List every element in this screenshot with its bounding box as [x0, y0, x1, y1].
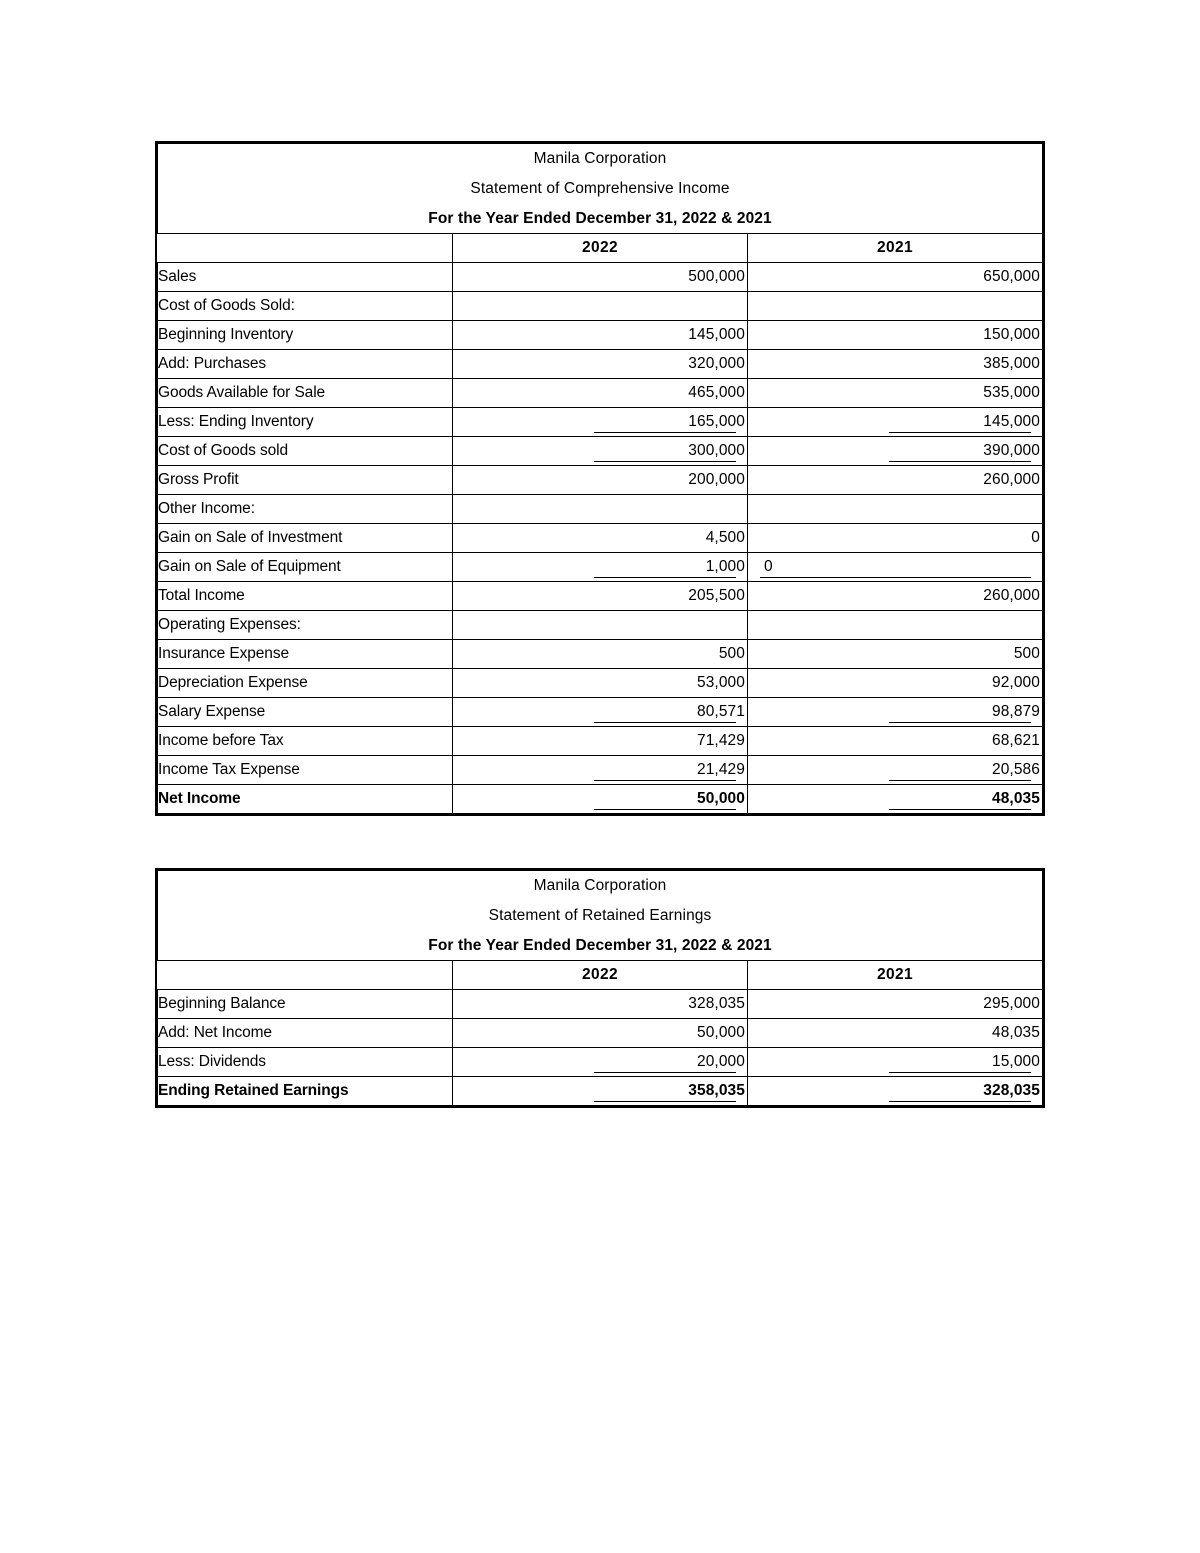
table-row [158, 582, 1043, 611]
accounting-rule [594, 432, 736, 433]
row-value-2021: 68,621 [748, 727, 1043, 756]
accounting-rule [889, 809, 1031, 810]
row-value-2022 [453, 292, 748, 321]
row-value-2021: 48,035 [748, 1019, 1043, 1048]
table-row [158, 437, 1043, 466]
row-value-2021: 15,000 [748, 1048, 1043, 1077]
income-statement-title-block [158, 144, 1043, 234]
row-value-2022: 71,429 [453, 727, 748, 756]
row-label: Insurance Expense [158, 640, 453, 669]
row-value-2022: 328,035 [453, 990, 748, 1019]
row-value-2022: 4,500 [453, 524, 748, 553]
table-row [158, 611, 1043, 640]
table-row [158, 321, 1043, 350]
row-value-2022: 500,000 [453, 263, 748, 292]
retained-header-blank [158, 961, 453, 990]
row-value-2022: 50,000 [453, 785, 748, 814]
row-label: Net Income [158, 785, 453, 814]
row-value-2021: 20,586 [748, 756, 1043, 785]
table-row [158, 350, 1043, 379]
row-value-2022: 500 [453, 640, 748, 669]
row-label: Beginning Inventory [158, 321, 453, 350]
row-value-2022: 465,000 [453, 379, 748, 408]
accounting-rule [889, 432, 1031, 433]
row-value-2021 [748, 292, 1043, 321]
table-row [158, 408, 1043, 437]
row-value-2022: 50,000 [453, 1019, 748, 1048]
row-value-2021 [748, 495, 1043, 524]
row-value-2021: 385,000 [748, 350, 1043, 379]
retained-titles [158, 871, 1043, 961]
table-row [158, 263, 1043, 292]
accounting-rule [594, 780, 736, 781]
accounting-rule [594, 809, 736, 810]
accounting-rule [594, 577, 736, 578]
row-value-2021: 48,035 [748, 785, 1043, 814]
row-value-2022 [453, 611, 748, 640]
row-value-2021: 650,000 [748, 263, 1043, 292]
row-label: Depreciation Expense [158, 669, 453, 698]
table-row-total [158, 1077, 1043, 1106]
row-label: Other Income: [158, 495, 453, 524]
row-label: Gain on Sale of Equipment [158, 553, 453, 582]
income-title-period: For the Year Ended December 31, 2022 & 2021 [428, 209, 772, 227]
row-label: Cost of Goods Sold: [158, 292, 453, 321]
retained-column-header-row [158, 961, 1043, 990]
retained-earnings-table [157, 870, 1043, 1106]
row-value-2021: 260,000 [748, 466, 1043, 495]
income-header-2022: 2022 [453, 234, 748, 263]
row-label: Goods Available for Sale [158, 379, 453, 408]
row-value-2021: 150,000 [748, 321, 1043, 350]
row-value-2021: 390,000 [748, 437, 1043, 466]
accounting-rule [889, 780, 1031, 781]
row-value-2022: 145,000 [453, 321, 748, 350]
row-value-2022: 205,500 [453, 582, 748, 611]
row-value-2021: 145,000 [748, 408, 1043, 437]
income-title-company: Manila Corporation [533, 150, 667, 167]
table-row [158, 756, 1043, 785]
table-row [158, 990, 1043, 1019]
row-value-2022: 21,429 [453, 756, 748, 785]
table-row [158, 524, 1043, 553]
income-statement-table [157, 143, 1043, 814]
row-value-2021: 0 [748, 524, 1043, 553]
row-value-2021: 295,000 [748, 990, 1043, 1019]
row-value-2021: 260,000 [748, 582, 1043, 611]
income-title-statement: Statement of Comprehensive Income [470, 179, 730, 197]
statement-of-comprehensive-income [155, 141, 1045, 816]
table-row-total [158, 785, 1043, 814]
row-label: Salary Expense [158, 698, 453, 727]
retained-title-statement: Statement of Retained Earnings [488, 906, 712, 924]
income-column-header-row [158, 234, 1043, 263]
row-label: Total Income [158, 582, 453, 611]
row-value-2021: 0 [748, 553, 1043, 582]
table-row [158, 292, 1043, 321]
table-row [158, 727, 1043, 756]
table-row [158, 640, 1043, 669]
table-row [158, 698, 1043, 727]
row-value-2022: 200,000 [453, 466, 748, 495]
table-row [158, 669, 1043, 698]
row-value-2021 [748, 611, 1043, 640]
accounting-rule [889, 1072, 1031, 1073]
row-value-2022: 20,000 [453, 1048, 748, 1077]
statement-of-retained-earnings [155, 868, 1045, 1108]
row-value-2021: 92,000 [748, 669, 1043, 698]
retained-title-block [158, 871, 1043, 961]
accounting-rule [889, 461, 1031, 462]
retained-title-company: Manila Corporation [533, 877, 667, 894]
row-value-2022 [453, 495, 748, 524]
row-value-2021: 535,000 [748, 379, 1043, 408]
retained-header-2022: 2022 [453, 961, 748, 990]
accounting-rule [594, 1072, 736, 1073]
row-label: Sales [158, 263, 453, 292]
row-label: Gross Profit [158, 466, 453, 495]
row-value-2022: 165,000 [453, 408, 748, 437]
accounting-rule [594, 722, 736, 723]
row-label: Income Tax Expense [158, 756, 453, 785]
row-label: Cost of Goods sold [158, 437, 453, 466]
row-label: Add: Purchases [158, 350, 453, 379]
row-label: Income before Tax [158, 727, 453, 756]
table-row [158, 1019, 1043, 1048]
table-row [158, 1048, 1043, 1077]
row-label: Less: Ending Inventory [158, 408, 453, 437]
accounting-rule [760, 577, 1031, 578]
row-label: Gain on Sale of Investment [158, 524, 453, 553]
row-value-2022: 1,000 [453, 553, 748, 582]
row-label: Ending Retained Earnings [158, 1077, 453, 1106]
accounting-rule [889, 1101, 1031, 1102]
table-row [158, 466, 1043, 495]
income-header-blank [158, 234, 453, 263]
retained-title-period: For the Year Ended December 31, 2022 & 2021 [428, 936, 772, 954]
row-value-2022: 300,000 [453, 437, 748, 466]
income-statement-titles [158, 144, 1043, 234]
row-value-2021: 328,035 [748, 1077, 1043, 1106]
accounting-rule [594, 1101, 736, 1102]
table-row [158, 379, 1043, 408]
row-value-2022: 53,000 [453, 669, 748, 698]
row-value-2022: 320,000 [453, 350, 748, 379]
row-value-2022: 80,571 [453, 698, 748, 727]
income-header-2021: 2021 [748, 234, 1043, 263]
accounting-rule [889, 722, 1031, 723]
row-label: Add: Net Income [158, 1019, 453, 1048]
row-value-2021: 500 [748, 640, 1043, 669]
table-row [158, 553, 1043, 582]
retained-header-2021: 2021 [748, 961, 1043, 990]
row-value-2021: 98,879 [748, 698, 1043, 727]
table-row [158, 495, 1043, 524]
row-value-2022: 358,035 [453, 1077, 748, 1106]
row-label: Less: Dividends [158, 1048, 453, 1077]
accounting-rule [594, 461, 736, 462]
row-label: Beginning Balance [158, 990, 453, 1019]
row-label: Operating Expenses: [158, 611, 453, 640]
